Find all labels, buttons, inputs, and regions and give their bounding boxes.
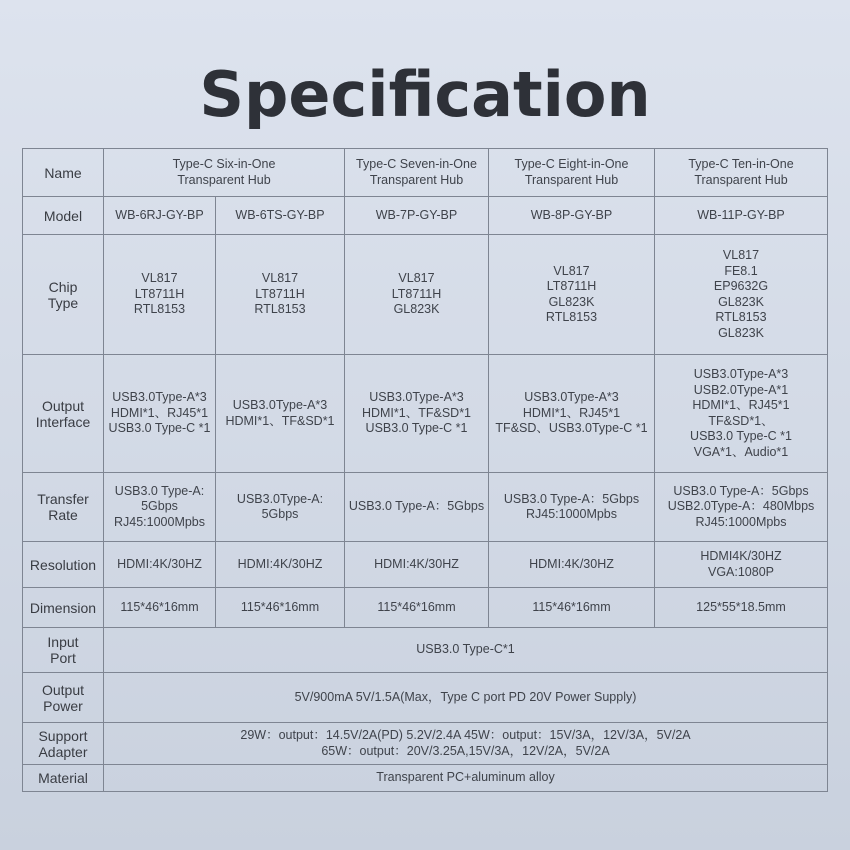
label-chip-type: Chip Type: [23, 235, 104, 355]
chip-cell: VL817 FE8.1 EP9632G GL823K RTL8153 GL823K: [655, 235, 828, 355]
row-name: [23, 149, 828, 197]
interface-cell: USB3.0Type-A*3 USB2.0Type-A*1 HDMI*1、RJ45*1 TF&SD*1、 USB3.0 Type-C *1 VGA*1、Audio*1: [655, 355, 828, 473]
support-adapter-value: 29W：output：14.5V/2A(PD) 5.2V/2.4A 45W：output：15V/3A，12V/3A，5V/2A 65W：output：20V/3.25A,15V/3A，12V/2A，5V/2A: [104, 723, 828, 765]
label-model: Model: [23, 197, 104, 235]
transfer-cell: USB3.0Type-A: 5Gbps: [216, 473, 345, 542]
dimension-cell: 115*46*16mm: [345, 588, 489, 628]
input-port-value: USB3.0 Type-C*1: [104, 628, 828, 673]
model-cell: WB-7P-GY-BP: [345, 197, 489, 235]
label-name: Name: [23, 149, 104, 197]
chip-cell: VL817 LT8711H RTL8153: [216, 235, 345, 355]
resolution-cell: HDMI:4K/30HZ: [345, 542, 489, 588]
interface-cell: USB3.0Type-A*3 HDMI*1、RJ45*1 TF&SD、USB3.0Type-C *1: [489, 355, 655, 473]
row-output-power: [23, 673, 828, 723]
label-output-interface: Output Interface: [23, 355, 104, 473]
name-eight-in-one: Type-C Eight-in-One Transparent Hub: [489, 149, 655, 197]
row-resolution: [23, 542, 828, 588]
chip-cell: VL817 LT8711H RTL8153: [104, 235, 216, 355]
name-six-in-one: Type-C Six-in-One Transparent Hub: [104, 149, 345, 197]
label-resolution: Resolution: [23, 542, 104, 588]
transfer-cell: USB3.0 Type-A：5Gbps RJ45:1000Mpbs: [489, 473, 655, 542]
resolution-cell: HDMI:4K/30HZ: [216, 542, 345, 588]
label-material: Material: [23, 765, 104, 792]
label-input-port: Input Port: [23, 628, 104, 673]
page-title: Specification: [199, 58, 651, 131]
label-output-power: Output Power: [23, 673, 104, 723]
row-model: [23, 197, 828, 235]
interface-cell: USB3.0Type-A*3 HDMI*1、TF&SD*1: [216, 355, 345, 473]
interface-cell: USB3.0Type-A*3 HDMI*1、RJ45*1 USB3.0 Type-C *1: [104, 355, 216, 473]
row-input-port: [23, 628, 828, 673]
name-seven-in-one: Type-C Seven-in-One Transparent Hub: [345, 149, 489, 197]
dimension-cell: 115*46*16mm: [104, 588, 216, 628]
row-chip: [23, 235, 828, 355]
model-cell: WB-6RJ-GY-BP: [104, 197, 216, 235]
chip-cell: VL817 LT8711H GL823K: [345, 235, 489, 355]
spec-table: [22, 148, 828, 792]
model-cell: WB-11P-GY-BP: [655, 197, 828, 235]
transfer-cell: USB3.0 Type-A：5Gbps: [345, 473, 489, 542]
dimension-cell: 115*46*16mm: [489, 588, 655, 628]
transfer-cell: USB3.0 Type-A：5Gbps USB2.0Type-A：480Mbps RJ45:1000Mpbs: [655, 473, 828, 542]
row-dimension: [23, 588, 828, 628]
interface-cell: USB3.0Type-A*3 HDMI*1、TF&SD*1 USB3.0 Type-C *1: [345, 355, 489, 473]
output-power-value: 5V/900mA 5V/1.5A(Max，Type C port PD 20V Power Supply): [104, 673, 828, 723]
model-cell: WB-6TS-GY-BP: [216, 197, 345, 235]
row-support-adapter: [23, 723, 828, 765]
material-value: Transparent PC+aluminum alloy: [104, 765, 828, 792]
chip-cell: VL817 LT8711H GL823K RTL8153: [489, 235, 655, 355]
row-transfer-rate: [23, 473, 828, 542]
row-output-interface: [23, 355, 828, 473]
dimension-cell: 125*55*18.5mm: [655, 588, 828, 628]
resolution-cell: HDMI:4K/30HZ: [104, 542, 216, 588]
dimension-cell: 115*46*16mm: [216, 588, 345, 628]
label-transfer-rate: Transfer Rate: [23, 473, 104, 542]
model-cell: WB-8P-GY-BP: [489, 197, 655, 235]
label-support-adapter: Support Adapter: [23, 723, 104, 765]
label-dimension: Dimension: [23, 588, 104, 628]
name-ten-in-one: Type-C Ten-in-One Transparent Hub: [655, 149, 828, 197]
resolution-cell: HDMI:4K/30HZ: [489, 542, 655, 588]
resolution-cell: HDMI4K/30HZ VGA:1080P: [655, 542, 828, 588]
transfer-cell: USB3.0 Type-A: 5Gbps RJ45:1000Mpbs: [104, 473, 216, 542]
row-material: [23, 765, 828, 792]
